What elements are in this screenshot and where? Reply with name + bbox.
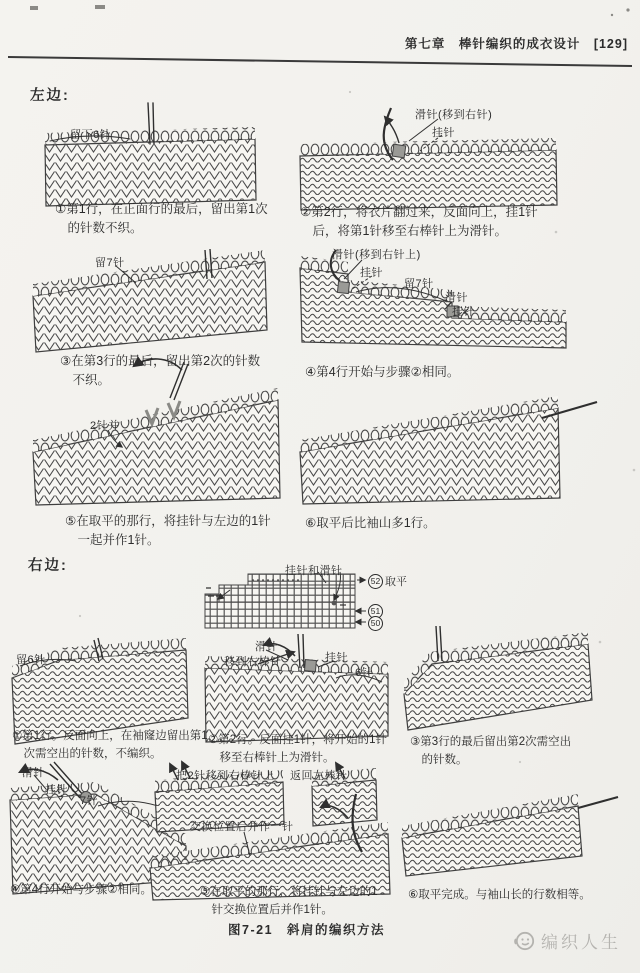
label-6-stitches: 6针 xyxy=(355,667,374,679)
label-7-stitches: 7针 xyxy=(80,795,99,807)
label-level-off: 取平 xyxy=(385,576,407,588)
chart-row-52 xyxy=(368,573,407,589)
row-number-badge: 52 xyxy=(368,574,383,589)
label-hang-stitch: 挂针 xyxy=(360,267,383,279)
caption-right-step1: ①第1行。反面向上，在袖窿边留出第1次需空出的针数，不编织。 xyxy=(12,730,208,760)
label-keep6-stitches: 留6针 xyxy=(16,654,46,666)
label-keep7-stitches: 留7针 xyxy=(95,257,125,269)
label-keep7-stitches: 留7针 xyxy=(404,278,434,290)
caption-right-step2: ②第2行。反面挂1针，将开始的1针移至右棒针上为滑针。 xyxy=(208,734,387,764)
watermark-text: 编织人生 xyxy=(541,933,621,952)
label-keep6-stitches: 留下6针 xyxy=(70,129,112,141)
diagram-left-step1 xyxy=(45,103,256,206)
diagram-right-step3 xyxy=(404,626,592,730)
chapter-title: 第七章 棒针编织的成衣设计 xyxy=(404,37,581,51)
yarn-smiley-icon xyxy=(512,930,536,952)
row-number-badge: 50 xyxy=(368,616,383,631)
page-header xyxy=(405,34,628,52)
caption-right-step5: ⑤在取平的那行，将挂针与左边的1针交换位置后并作1针。 xyxy=(200,886,378,916)
label-slip-stitch: 滑针(移到右针上) xyxy=(332,249,421,261)
label-hang-stitch: 挂针 xyxy=(452,306,475,318)
figure-caption: 图7-21 斜肩的编织方法 xyxy=(228,923,386,937)
section-left-title: 左边: xyxy=(30,88,70,104)
label-return-to-left-needle: 返回左棒针 xyxy=(290,770,348,782)
diagram-left-step3 xyxy=(33,249,267,352)
label-hang-stitch: 挂针 xyxy=(325,652,348,664)
header-rule xyxy=(8,57,632,66)
label-slip-stitch: 滑针 xyxy=(22,767,45,779)
diagram-right-step6 xyxy=(402,794,618,876)
diagram-left-step6 xyxy=(300,396,597,504)
chart-row-50 xyxy=(368,616,383,631)
label-move-2-to-right-needle: 把2针移到右棒针上 xyxy=(176,770,275,782)
watermark xyxy=(512,928,621,953)
diagram-right-chart xyxy=(205,572,366,628)
caption-right-step6: ⑥取平完成。与袖山长的行数相等。 xyxy=(408,889,591,901)
section-right-title: 右边: xyxy=(28,558,68,574)
row-number-badge: 51 xyxy=(368,604,383,619)
caption-right-step3: ③第3行的最后留出第2次需空出的针数。 xyxy=(410,736,572,766)
caption-left-step5: ⑤在取平的那行，将挂针与左边的1针一起并作1针。 xyxy=(65,514,271,547)
label-hang-stitch: 挂针 xyxy=(45,784,68,796)
label-hang-and-slip: 挂针和滑针 xyxy=(285,565,343,577)
diagram-left-step4 xyxy=(300,250,566,348)
page-number: [129] xyxy=(593,37,628,51)
diagram-right-step2 xyxy=(205,634,388,742)
caption-left-step6: ⑥取平后比袖山多1行。 xyxy=(305,516,436,530)
label-swap-and-knit-together: 交换位置后并作一针 xyxy=(190,821,294,833)
label-move-to-right-needle: 移到右棒针 xyxy=(224,656,282,668)
label-hang-stitch: 挂针 xyxy=(432,127,455,139)
caption-left-step3: ③在第3行的最后，留出第2次的针数不织。 xyxy=(60,354,261,387)
diagram-left-step2 xyxy=(300,108,557,210)
label-slip-stitch: 滑针(移到右针) xyxy=(415,109,493,121)
caption-left-step4: ④第4行开始与步骤②相同。 xyxy=(305,365,460,379)
label-slip-stitch: 滑针 xyxy=(255,641,278,653)
caption-left-step2: ②第2行，将衣片翻过来，反面向上，挂1针后，将第1针移至右棒针上为滑针。 xyxy=(300,205,538,238)
label-slip-stitch: 滑针 xyxy=(445,292,468,304)
label-knit2together: 2针并 xyxy=(90,420,120,432)
caption-right-step4: ④第4行开始与步骤②相同。 xyxy=(10,884,153,896)
caption-left-step1: ①第1行，在正面行的最后，留出第1次的针数不织。 xyxy=(55,202,268,235)
